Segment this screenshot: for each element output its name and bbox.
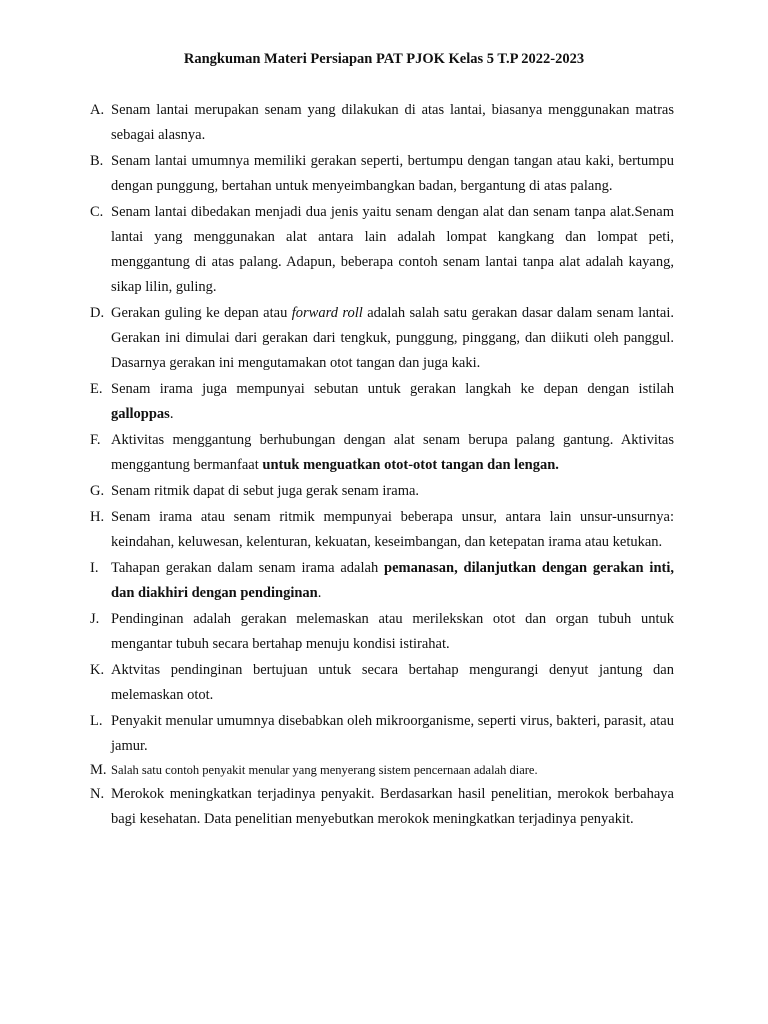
list-item-h xyxy=(90,505,674,555)
list-marker: M. xyxy=(90,762,107,778)
list-item-text: Aktvitas pendinginan bertujuan untuk secara bertahap mengurangi denyut jantung dan melemaskan otot. xyxy=(111,662,674,703)
document-title: Rangkuman Materi Persiapan PAT PJOK Kelas 5 T.P 2022-2023 xyxy=(183,51,585,67)
list-item-text: Gerakan guling ke depan atau forward roll adalah salah satu gerakan dasar dalam senam lantai. Gerakan ini dimulai dari gerakan dari tengkuk, punggung, pinggang, dan diikuti oleh panggul. Dasarnya gerakan ini mengutamakan otot tangan dan juga kaki. xyxy=(111,305,675,371)
list-item-text: Tahapan gerakan dalam senam irama adalah pemanasan, dilanjutkan dengan gerakan inti, dan diakhiri dengan pendinginan. xyxy=(111,560,674,601)
list-item-l xyxy=(90,709,674,759)
list-marker: D. xyxy=(90,305,105,321)
list-marker: F. xyxy=(90,432,101,448)
bold-text: untuk menguatkan otot-otot tangan dan lengan. xyxy=(262,457,559,473)
summary-list xyxy=(90,98,674,832)
bold-text: pemanasan, dilanjutkan dengan gerakan inti, dan diakhiri dengan pendinginan xyxy=(111,560,674,601)
list-marker: J. xyxy=(90,611,100,627)
list-item-text: Senam irama atau senam ritmik mempunyai beberapa unsur, antara lain unsur-unsurnya: keindahan, keluwesan, kelenturan, kekuatan, keseimbangan, dan ketepatan irama atau ketukan. xyxy=(111,509,674,550)
list-item-text: Senam lantai umumnya memiliki gerakan seperti, bertumpu dengan tangan atau kaki, bertumpu dengan punggung, bertahan untuk menyeimbangkan badan, bergantung di atas palang. xyxy=(111,153,674,194)
list-marker: B. xyxy=(90,153,104,169)
list-item-f xyxy=(90,428,674,478)
list-item-a xyxy=(90,98,674,148)
bold-text: galloppas xyxy=(111,406,170,422)
list-item-text: Penyakit menular umumnya disebabkan oleh mikroorganisme, seperti virus, bakteri, parasit, atau jamur. xyxy=(111,713,674,754)
list-item-text: Aktivitas menggantung berhubungan dengan alat senam berupa palang gantung. Aktivitas menggantung bermanfaat untuk menguatkan otot-otot tangan dan lengan. xyxy=(111,432,674,473)
list-marker: L. xyxy=(90,713,103,729)
emphasis-text: forward roll xyxy=(291,305,363,321)
list-marker: E. xyxy=(90,381,103,397)
list-item-j xyxy=(90,607,674,657)
list-item-text: Pendinginan adalah gerakan melemaskan atau merilekskan otot dan organ tubuh untuk mengantar tubuh secara bertahap menuju kondisi istirahat. xyxy=(111,611,674,652)
list-item-n xyxy=(90,782,674,832)
list-item-text: Senam ritmik dapat di sebut juga gerak senam irama. xyxy=(111,483,420,499)
list-item-text: Senam lantai dibedakan menjadi dua jenis yaitu senam dengan alat dan senam tanpa alat.Senam lantai yang menggunakan alat antara lain adalah lompat kangkang dan lompat peti, menggantung di atas palang. Adapun, beberapa contoh senam lantai tanpa alat adalah kayang, sikap lilin, guling. xyxy=(111,204,674,295)
list-item-i xyxy=(90,556,674,606)
list-item-k xyxy=(90,658,674,708)
list-item-m xyxy=(90,760,674,781)
list-item-text: Salah satu contoh penyakit menular yang menyerang sistem pencernaan adalah diare. xyxy=(111,763,538,777)
list-marker: G. xyxy=(90,483,105,499)
list-item-b xyxy=(90,149,674,199)
list-item-text: Senam irama juga mempunyai sebutan untuk gerakan langkah ke depan dengan istilah galloppas. xyxy=(111,381,674,422)
list-marker: A. xyxy=(90,102,105,118)
list-marker: C. xyxy=(90,204,104,220)
list-item-text: Senam lantai merupakan senam yang dilakukan di atas lantai, biasanya menggunakan matras sebagai alasnya. xyxy=(111,102,674,143)
list-item-c xyxy=(90,200,674,300)
list-marker: N. xyxy=(90,786,105,802)
list-marker: K. xyxy=(90,662,105,678)
list-marker: I. xyxy=(90,560,99,576)
list-marker: H. xyxy=(90,509,105,525)
list-item-text: Merokok meningkatkan terjadinya penyakit. Berdasarkan hasil penelitian, merokok berbahaya bagi kesehatan. Data penelitian menyebutkan merokok meningkatkan terjadinya penyakit. xyxy=(111,786,674,827)
list-item-e xyxy=(90,377,674,427)
list-item-d xyxy=(90,301,674,376)
list-item-g xyxy=(90,479,674,504)
